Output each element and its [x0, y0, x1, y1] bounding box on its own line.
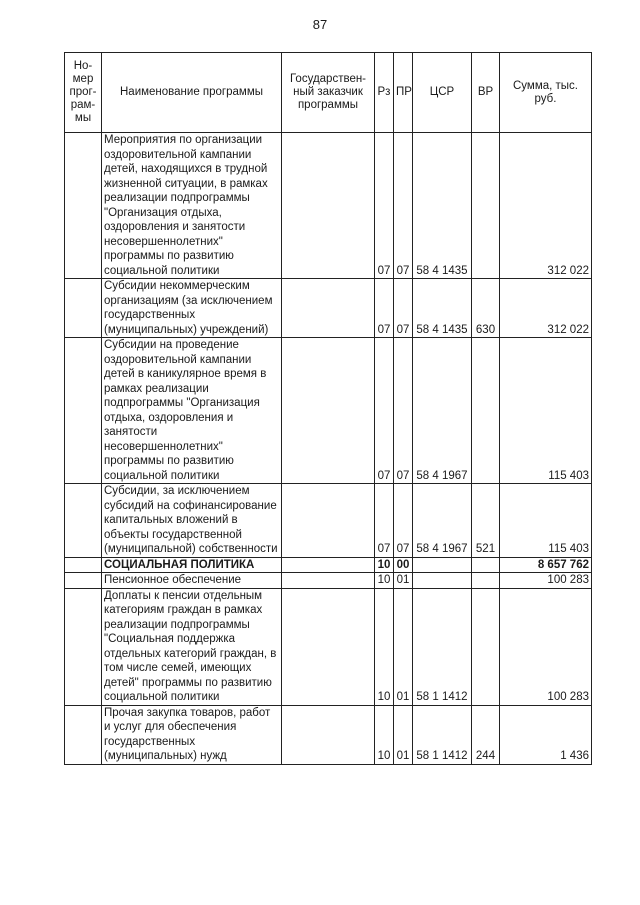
cell-vr: [472, 588, 500, 705]
cell-pr: 07: [394, 484, 413, 558]
cell-customer: [282, 279, 375, 338]
cell-num: [65, 573, 102, 589]
cell-sum: 100 283: [500, 573, 592, 589]
cell-rz: 07: [375, 279, 394, 338]
cell-rz: 10: [375, 588, 394, 705]
cell-rz: 10: [375, 705, 394, 764]
cell-num: [65, 133, 102, 279]
table-row: [65, 338, 592, 484]
cell-vr: [472, 557, 500, 573]
cell-num: [65, 588, 102, 705]
header-csr: ЦСР: [413, 53, 472, 133]
cell-pr: 01: [394, 573, 413, 589]
cell-customer: [282, 588, 375, 705]
cell-csr: 58 4 1967: [413, 338, 472, 484]
header-rz: Рз: [375, 53, 394, 133]
cell-name: Мероприятия по организации оздоровительной кампании детей, находящихся в трудной жизненной ситуации, в рамках реализации подпрограммы "Организация отдыха, оздоровления и занятости несовершеннолетних" программы по развитию социальной политики: [102, 133, 282, 279]
cell-vr: [472, 133, 500, 279]
cell-pr: 01: [394, 705, 413, 764]
header-pr: ПР: [394, 53, 413, 133]
table-row: [65, 705, 592, 764]
cell-sum: 100 283: [500, 588, 592, 705]
cell-rz: 07: [375, 484, 394, 558]
cell-rz: 10: [375, 573, 394, 589]
cell-sum: 1 436: [500, 705, 592, 764]
header-customer: Государствен-ный заказчик программы: [282, 53, 375, 133]
cell-csr: 58 1 1412: [413, 705, 472, 764]
page-number: 87: [312, 17, 328, 32]
cell-pr: 01: [394, 588, 413, 705]
cell-pr: 07: [394, 279, 413, 338]
table-row: [65, 133, 592, 279]
table-row: [65, 279, 592, 338]
cell-rz: 07: [375, 133, 394, 279]
cell-vr: [472, 573, 500, 589]
header-sum: Сумма, тыс. руб.: [500, 53, 592, 133]
cell-rz: 07: [375, 338, 394, 484]
cell-customer: [282, 557, 375, 573]
cell-pr: 07: [394, 133, 413, 279]
cell-name: Прочая закупка товаров, работ и услуг для обеспечения государственных (муниципальных) нужд: [102, 705, 282, 764]
cell-name: Пенсионное обеспечение: [102, 573, 282, 589]
header-num: Но-мер прог-рам-мы: [65, 53, 102, 133]
cell-csr: [413, 573, 472, 589]
header-vr: ВР: [472, 53, 500, 133]
cell-sum: 312 022: [500, 279, 592, 338]
cell-vr: 244: [472, 705, 500, 764]
cell-name: Субсидии, за исключением субсидий на софинансирование капитальных вложений в объекты государственной (муниципальной) собственности: [102, 484, 282, 558]
cell-name: Субсидии некоммерческим организациям (за исключением государственных (муниципальных) учреждений): [102, 279, 282, 338]
cell-customer: [282, 338, 375, 484]
cell-num: [65, 338, 102, 484]
cell-customer: [282, 573, 375, 589]
header-row: [65, 53, 592, 133]
cell-vr: 630: [472, 279, 500, 338]
cell-name: Доплаты к пенсии отдельным категориям граждан в рамках реализации подпрограммы "Социальная поддержка отдельных категорий граждан, в том числе семей, имеющих детей" программы по развитию социальной политики: [102, 588, 282, 705]
cell-csr: 58 1 1412: [413, 588, 472, 705]
table-row: [65, 573, 592, 589]
table-body: [65, 133, 592, 765]
table-row: [65, 484, 592, 558]
cell-pr: 00: [394, 557, 413, 573]
cell-name: Субсидии на проведение оздоровительной кампании детей в каникулярное время в рамках реализации подпрограммы "Организация отдыха, оздоровления и занятости несовершеннолетних" программы по развитию социальной политики: [102, 338, 282, 484]
cell-rz: 10: [375, 557, 394, 573]
table-row: [65, 588, 592, 705]
cell-pr: 07: [394, 338, 413, 484]
cell-customer: [282, 484, 375, 558]
budget-table: [64, 52, 592, 765]
cell-name: СОЦИАЛЬНАЯ ПОЛИТИКА: [102, 557, 282, 573]
cell-sum: 8 657 762: [500, 557, 592, 573]
cell-customer: [282, 133, 375, 279]
cell-customer: [282, 705, 375, 764]
cell-num: [65, 279, 102, 338]
cell-vr: 521: [472, 484, 500, 558]
header-name: Наименование программы: [102, 53, 282, 133]
cell-num: [65, 557, 102, 573]
cell-vr: [472, 338, 500, 484]
cell-sum: 312 022: [500, 133, 592, 279]
cell-csr: [413, 557, 472, 573]
cell-csr: 58 4 1435: [413, 133, 472, 279]
table-row: [65, 557, 592, 573]
cell-num: [65, 484, 102, 558]
cell-sum: 115 403: [500, 338, 592, 484]
cell-csr: 58 4 1435: [413, 279, 472, 338]
cell-csr: 58 4 1967: [413, 484, 472, 558]
cell-sum: 115 403: [500, 484, 592, 558]
cell-num: [65, 705, 102, 764]
